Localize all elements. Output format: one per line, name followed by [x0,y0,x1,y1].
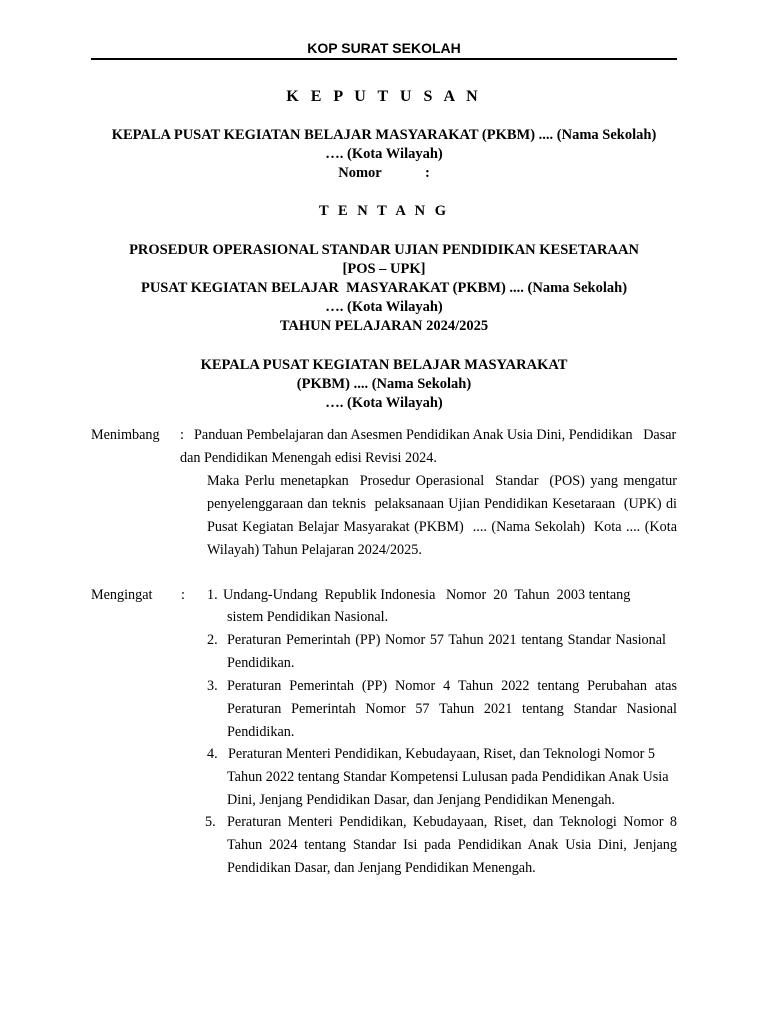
list-number: 3. [207,678,218,694]
list-item-line: Undang-Undang Republik Indonesia Nomor 20 Tahun 2003 tentang [223,587,631,603]
subject-line: [POS – UPK] [342,261,426,277]
authority-line: KEPALA PUSAT KEGIATAN BELAJAR MASYARAKAT [200,357,568,373]
issuer-heading [91,126,677,183]
decision-title: K E P U T U S A N [286,88,482,105]
list-number: 5. [205,814,216,830]
list-item-line: Pendidikan. [227,655,295,671]
subject-heading [91,241,677,336]
list-item-line: Dini, Jenjang Pendidikan Dasar, dan Jenjang Pendidikan Menengah. [227,792,615,808]
considering-line: dan Pendidikan Menengah edisi Revisi 2024. [180,450,437,466]
subject-line: PUSAT KEGIATAN BELAJAR MASYARAKAT (PKBM) .... (Nama Sekolah) [140,280,628,296]
list-item-line: Peraturan Menteri Pendidikan, Kebudayaan, Riset, dan Teknologi Nomor 8 [227,814,677,830]
list-item-line: Pendidikan Dasar, dan Jenjang Pendidikan Menengah. [227,860,536,876]
recalling-label: Mengingat [91,587,153,603]
list-item-line: Peraturan Pemerintah (PP) Nomor 4 Tahun 2022 tentang Perubahan atas [227,678,677,694]
subject-line: PROSEDUR OPERASIONAL STANDAR UJIAN PENDIDIKAN KESETARAAN [129,242,639,258]
list-item-line: sistem Pendidikan Nasional. [227,609,389,625]
considering-label: Menimbang [91,427,160,443]
list-item-line: Peraturan Pemerintah (PP) Nomor 57 Tahun 2021 tentang Standar Nasional [227,632,666,648]
considering-colon: : [180,427,184,443]
list-item-line: Peraturan Menteri Pendidikan, Kebudayaan, Riset, dan Teknologi Nomor 5 [228,746,656,762]
list-item-line: Tahun 2022 tentang Standar Kompetensi Lulusan pada Pendidikan Anak Usia [227,769,669,785]
considering-line: Maka Perlu menetapkan Prosedur Operasional Standar (POS) yang mengatur [207,473,677,489]
decree-number: Nomor : [338,165,430,181]
authority-line: …. (Kota Wilayah) [325,395,443,411]
list-item-line: Pendidikan. [227,724,295,740]
letterhead-title: KOP SURAT SEKOLAH [307,40,461,56]
about-title: T E N T A N G [318,203,450,219]
issuer-line: …. (Kota Wilayah) [325,146,443,162]
considering-line: Panduan Pembelajaran dan Asesmen Pendidikan Anak Usia Dini, Pendidikan Dasar [194,427,677,443]
list-number: 2. [207,632,218,648]
considering-line: penyelenggaraan dan teknis pelaksanaan Ujian Pendidikan Kesetaraan (UPK) di [207,496,677,512]
recalling-colon: : [181,587,185,603]
subject-line: TAHUN PELAJARAN 2024/2025 [279,318,489,334]
authority-heading [91,356,677,413]
list-item-line: Peraturan Pemerintah Nomor 57 Tahun 2021 tentang Standar Nasional [227,701,677,717]
authority-line: (PKBM) .... (Nama Sekolah) [296,376,472,392]
list-number: 1. [207,587,218,603]
considering-line: Wilayah) Tahun Pelajaran 2024/2025. [207,542,422,558]
subject-line: …. (Kota Wilayah) [325,299,443,315]
issuer-line: KEPALA PUSAT KEGIATAN BELAJAR MASYARAKAT (PKBM) .... (Nama Sekolah) [111,127,657,143]
list-item-line: Tahun 2024 tentang Standar Isi pada Pendidikan Anak Usia Dini, Jenjang [227,837,677,853]
considering-line: Pusat Kegiatan Belajar Masyarakat (PKBM) .... (Nama Sekolah) Kota .... (Kota [207,519,677,535]
letterhead-divider [91,58,677,60]
list-number: 4. [207,746,218,762]
